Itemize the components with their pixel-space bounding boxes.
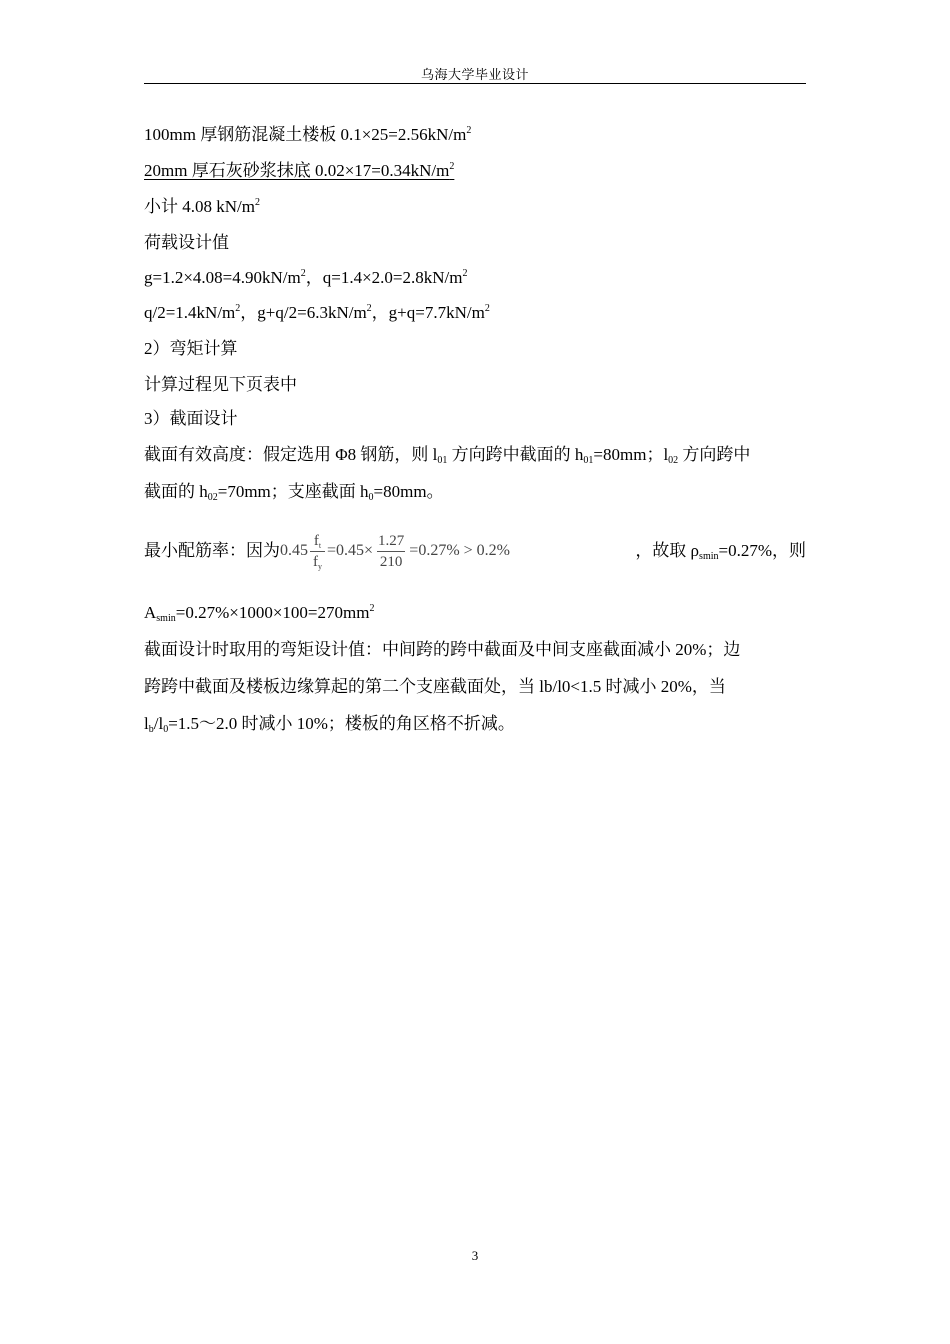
text-line-slab-load: 100mm 厚钢筋混凝土楼板 $0.1\times 25=2.56kN/m^2$ <box>144 125 472 144</box>
text-line-design-load-heading: 荷载设计值 <box>144 233 229 252</box>
header-rule <box>144 83 806 84</box>
text-line-see-table: 计算过程见下页表中 <box>144 375 297 394</box>
section-heading-moment: 2）弯矩计算 <box>144 339 238 358</box>
page-number: 3 <box>471 1248 479 1263</box>
text-line-load-combinations: $q/2=1.4kN/m^2$，$g+q/2=6.3kN/m^2$，$g+q=7.7kN/m^2$ <box>144 303 490 322</box>
text-line-moment-reduction-end: $l_b/l_0=1.5\sim 2.0$ 时减小 10%；楼板的角区格不折减。 <box>144 714 515 735</box>
text-line-plaster-load: 20mm 厚石灰砂浆抹底 $0.02\times 17=0.34kN/m^2$ <box>144 161 455 180</box>
page-header-title: 乌海大学毕业设计 <box>420 67 529 82</box>
text-line-effective-height: 截面有效高度：假定选用 Φ8 钢筋，则 $l_{01}$ 方向跨中截面的 $h_{01}=80mm$；$l_{02}$ 方向跨中 <box>144 445 751 466</box>
text-line-as-min: $A_{smin}=0.27\%\times 1000\times 100=270mm^2$ <box>144 603 375 624</box>
min-ratio-formula: 0.45 $\frac{f_t}{f_y}$ =0.45× $\frac{1.27}{210}$ =0.27% > 0.2% <box>280 532 510 571</box>
text-line-effective-height-cont: 截面的 $h_{02}=70mm$；支座截面 $h_0=80mm$。 <box>144 482 444 503</box>
section-heading-section-design: 3）截面设计 <box>144 409 238 428</box>
text-line-subtotal: 小计 4.08 $kN/m^2$ <box>144 197 260 216</box>
text-line-moment-reduction: 截面设计时取用的弯矩设计值：中间跨的跨中截面及中间支座截面减小 20%；边 <box>144 640 741 659</box>
text-line-moment-reduction-cont: 跨跨中截面及楼板边缘算起的第二个支座截面处，当 lb/l0<1.5 时减小 20%，当 <box>144 677 726 696</box>
text-line-min-reinforcement: 最小配筋率：因为 0.45 $\frac{f_t}{f_y}$ =0.45× $\frac{1.27}{210}$ =0.27% > 0.2% ，故取 $\rho_{smin}=0.27\%$，则 <box>144 532 806 571</box>
text-line-g-q-values: $g=1.2\times 4.08=4.90kN/m^2$，$q=1.4\times 2.0=2.8kN/m^2$ <box>144 268 468 287</box>
